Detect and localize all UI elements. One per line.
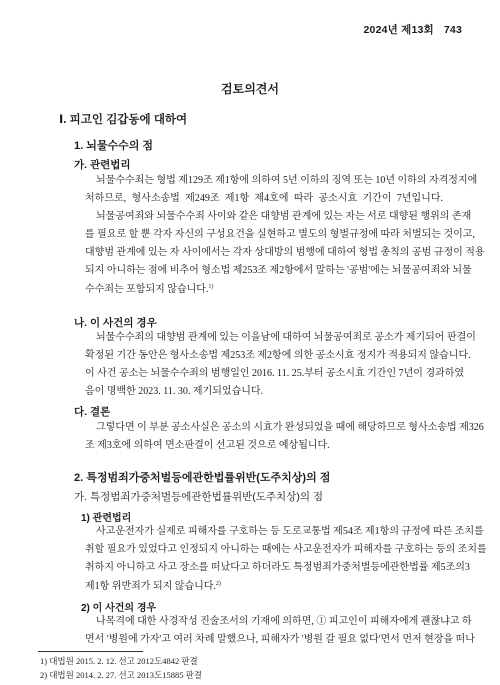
- heading-this-case-2: 2) 이 사건의 경우: [81, 599, 160, 614]
- body-line: 사고운전자가 실제로 피해자를 구호하는 등 도로교통법 제54조 제1항의 규정에 따른 조치를: [96, 526, 484, 537]
- footnote-divider: [38, 651, 143, 652]
- page-title: 검토의견서: [221, 82, 279, 96]
- footnote-1: 1) 대법원 2015. 2. 12. 선고 2012도4842 판결: [40, 656, 198, 666]
- body-line: 뇌물수수죄의 대향범 관계에 있는 이을남에 대하여 뇌물공여죄로 공소가 제기되어 판결이: [96, 332, 476, 343]
- body-line: 수수죄는 포함되지 않습니다.$^{1)}$: [85, 284, 214, 295]
- body-line: 처하므로, 형사소송법 제249조 제1항 제4호에 따라 공소시효 기간이 7년입니다.: [85, 193, 443, 204]
- body-line: 뇌물공여죄와 뇌물수수죄 사이와 같은 대향범 관계에 있는 자는 서로 대향된 행위의 존재: [96, 211, 472, 222]
- header-page-number: 743: [443, 24, 462, 36]
- body-line: 이 사건 공소는 뇌물수수죄의 범행일인 2016. 11. 25.부터 공소시효 기간인 7년이 경과하였: [85, 368, 465, 379]
- body-line: 조 제3호에 의하여 면소판결이 선고된 것으로 예상됩니다.: [85, 440, 330, 451]
- heading-conclusion: 다. 결론: [74, 406, 111, 418]
- body-line: 면서 '병원에 가자'고 여러 차례 말했으나, 피해자가 '병원 갈 필요 없다'면서 먼저 현장을 떠나: [85, 634, 475, 645]
- body-line: 뇌물수수죄는 형법 제129조 제1항에 의하여 5년 이하의 징역 또는 10년 이하의 자격정지에: [96, 175, 478, 186]
- footnote-ref[interactable]: 2): [215, 581, 221, 587]
- body-line: 나목격에 대한 사경작성 진술조서의 기재에 의하면, ① 피고인이 피해자에게 괜찮냐고 하: [96, 616, 472, 627]
- body-line: 취하지 아니하고 사고 장소를 떠났다고 하더라도 특정범죄가중처벌등에관한법률 제5조의3: [85, 562, 470, 573]
- body-line: 그렇다면 이 부분 공소사실은 공소의 시효가 완성되었을 때에 해당하므로 형사소송법 제326: [96, 422, 484, 433]
- body-line: 음이 명백한 2023. 11. 30. 제기되었습니다.: [85, 386, 264, 397]
- heading-this-case: 나. 이 사건의 경우: [74, 317, 157, 329]
- page-header: [363, 22, 462, 37]
- subsection-heading-bribery: 1. 뇌물수수의 점: [74, 140, 154, 152]
- header-year-issue: 2024년 제13회: [363, 24, 434, 36]
- heading-related-law: 가. 관련법리: [74, 159, 131, 171]
- subsection-heading-hit-and-run: 2. 특정범죄가중처벌등에관한법률위반(도주치상)의 점: [74, 472, 331, 484]
- body-line: 취할 필요가 있었다고 인정되지 아니하는 때에는 사고운전자가 피해자를 구호하는 등의 조치를: [85, 544, 487, 555]
- heading-hit-and-run-detail: 가. 특정범죄가중처벌등에관한법률위반(도주치상)의 점: [74, 491, 324, 503]
- heading-related-law-2: 1) 관련법리: [81, 513, 132, 524]
- body-line: 대향범 관계에 있는 자 사이에서는 각자 상대방의 범행에 대하여 형법 총칙의 공범 규정이 적용: [85, 247, 485, 258]
- section-heading-1: Ⅰ. 피고인 김갑동에 대하여: [59, 114, 188, 126]
- body-line: 를 필요로 할 뿐 각자 자신의 구성요건을 실현하고 별도의 형벌규정에 따라 처벌되는 것이고,: [85, 229, 475, 240]
- footnote-ref[interactable]: 1): [208, 284, 214, 290]
- body-line: 확정된 기간 동안은 형사소송법 제253조 제2항에 의한 공소시효 정지가 적용되지 않습니다.: [85, 350, 471, 361]
- footnote-2: 2) 대법원 2014. 2. 27. 선고 2013도15885 판결: [40, 670, 203, 680]
- body-line: 되지 아니하는 점에 비추어 형소법 제253조 제2항에서 말하는 '공범'에는 뇌물공여죄와 뇌물: [85, 265, 472, 276]
- body-line: 제1항 위반죄가 되지 않습니다.$^{2)}$: [85, 581, 221, 592]
